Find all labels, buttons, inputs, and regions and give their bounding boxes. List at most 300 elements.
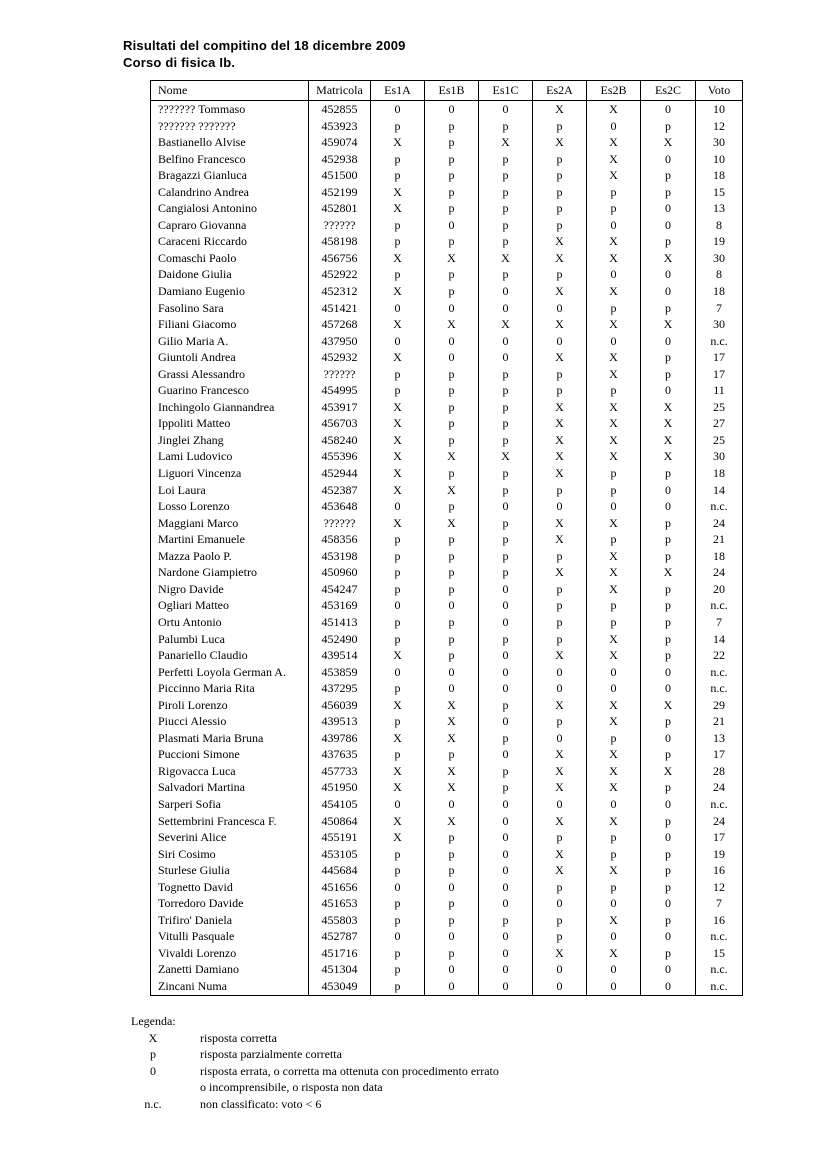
cell-esito: X (587, 779, 641, 796)
cell-nome: Nardone Giampietro (158, 565, 257, 580)
cell-matricola: 451716 (309, 945, 371, 962)
cell-nome: Ogliari Matteo (158, 598, 229, 613)
cell-voto: 25 (696, 432, 743, 449)
table-row (151, 829, 743, 846)
cell-voto: 28 (696, 763, 743, 780)
cell-esito: p (533, 266, 587, 283)
column-header-nome: Nome (151, 81, 309, 101)
cell-nome: Torredoro Davide (158, 896, 244, 911)
cell-esito: p (641, 597, 696, 614)
cell-esito: p (587, 184, 641, 201)
cell-nome: Maggiani Marco (158, 515, 239, 530)
cell-esito: 0 (641, 333, 696, 350)
cell-esito: p (479, 151, 533, 168)
cell-esito: X (533, 415, 587, 432)
cell-esito: 0 (587, 333, 641, 350)
cell-nome: Siri Cosimo (158, 846, 216, 861)
cell-matricola: 453859 (309, 664, 371, 681)
cell-matricola: 453169 (309, 597, 371, 614)
legend-symbol: p (150, 1047, 156, 1061)
cell-voto: 16 (696, 862, 743, 879)
cell-matricola: 451304 (309, 961, 371, 978)
cell-esito: 0 (479, 333, 533, 350)
cell-nome: Perfetti Loyola German A. (158, 664, 286, 679)
cell-esito: X (587, 647, 641, 664)
table-row (151, 978, 743, 995)
cell-esito: p (641, 548, 696, 565)
cell-esito: p (371, 945, 425, 962)
cell-esito: p (425, 531, 479, 548)
cell-esito: p (533, 928, 587, 945)
cell-esito: X (587, 134, 641, 151)
cell-nome: Vitulli Pasquale (158, 929, 235, 944)
cell-esito: p (479, 382, 533, 399)
cell-esito: 0 (641, 680, 696, 697)
cell-matricola: 456039 (309, 697, 371, 714)
cell-nome: Ortu Antonio (158, 614, 222, 629)
cell-matricola: 451421 (309, 300, 371, 317)
cell-esito: p (533, 366, 587, 383)
cell-matricola: 452490 (309, 631, 371, 648)
cell-voto: 14 (696, 482, 743, 499)
cell-matricola: 453923 (309, 118, 371, 135)
cell-esito: 0 (371, 498, 425, 515)
cell-voto: 17 (696, 349, 743, 366)
cell-esito: p (641, 233, 696, 250)
cell-esito: p (425, 564, 479, 581)
cell-matricola: 453198 (309, 548, 371, 565)
cell-esito: p (425, 895, 479, 912)
legend-symbol: X (148, 1030, 158, 1045)
cell-esito: X (533, 763, 587, 780)
table-row (151, 779, 743, 796)
cell-esito: X (533, 945, 587, 962)
cell-esito: 0 (641, 266, 696, 283)
table-row (151, 366, 743, 383)
cell-esito: p (587, 482, 641, 499)
cell-matricola: 452922 (309, 266, 371, 283)
cell-esito: 0 (587, 978, 641, 995)
cell-esito: X (371, 250, 425, 267)
cell-esito: X (587, 151, 641, 168)
legend-description-line: o incomprensibile, o risposta non data (200, 1080, 383, 1094)
cell-esito: p (533, 167, 587, 184)
table-row (151, 597, 743, 614)
cell-esito: p (587, 597, 641, 614)
table-row (151, 300, 743, 317)
cell-nome: Caraceni Riccardo (158, 234, 247, 249)
cell-esito: p (371, 382, 425, 399)
table-row (151, 316, 743, 333)
cell-nome: Jinglei Zhang (158, 432, 224, 447)
cell-esito: p (479, 730, 533, 747)
cell-esito: X (587, 233, 641, 250)
cell-esito: 0 (479, 978, 533, 995)
cell-esito: p (533, 151, 587, 168)
cell-esito: p (425, 498, 479, 515)
cell-esito: p (425, 647, 479, 664)
cell-nome: Nigro Davide (158, 581, 224, 596)
cell-nome: Panariello Claudio (158, 648, 248, 663)
cell-esito: p (533, 184, 587, 201)
cell-esito: 0 (641, 730, 696, 747)
cell-esito: p (641, 779, 696, 796)
cell-esito: p (479, 631, 533, 648)
cell-esito: X (533, 846, 587, 863)
cell-matricola: 454105 (309, 796, 371, 813)
cell-esito: p (371, 266, 425, 283)
cell-esito: X (641, 448, 696, 465)
legend-description (200, 1063, 499, 1096)
table-row (151, 813, 743, 830)
cell-voto: 7 (696, 614, 743, 631)
cell-esito: X (533, 813, 587, 830)
cell-esito: X (371, 779, 425, 796)
cell-esito: X (371, 647, 425, 664)
cell-esito: p (425, 912, 479, 929)
cell-nome: Piccinno Maria Rita (158, 681, 255, 696)
cell-voto: 22 (696, 647, 743, 664)
cell-esito: X (641, 134, 696, 151)
legend-description (200, 1046, 342, 1063)
cell-esito: p (479, 465, 533, 482)
cell-nome: Ippoliti Matteo (158, 416, 231, 431)
cell-esito: p (641, 515, 696, 532)
cell-esito: X (587, 631, 641, 648)
table-row (151, 118, 743, 135)
cell-esito: 0 (425, 300, 479, 317)
cell-voto: 15 (696, 184, 743, 201)
cell-esito: 0 (641, 482, 696, 499)
cell-esito: p (641, 167, 696, 184)
cell-matricola: 451656 (309, 879, 371, 896)
cell-esito: X (533, 515, 587, 532)
cell-voto: 30 (696, 316, 743, 333)
cell-matricola: 454247 (309, 581, 371, 598)
cell-esito: p (533, 879, 587, 896)
cell-esito: p (371, 846, 425, 863)
table-row (151, 515, 743, 532)
cell-voto: 16 (696, 912, 743, 929)
cell-nome: Calandrino Andrea (158, 184, 249, 199)
legend-symbol: 0 (150, 1063, 156, 1078)
cell-nome: Palumbi Luca (158, 631, 225, 646)
cell-esito: p (533, 912, 587, 929)
cell-esito: X (371, 813, 425, 830)
cell-matricola: 455191 (309, 829, 371, 846)
cell-voto: 19 (696, 233, 743, 250)
cell-esito: 0 (587, 961, 641, 978)
cell-nome: Loi Laura (158, 482, 206, 497)
cell-nome: Rigovacca Luca (158, 763, 236, 778)
cell-voto: 27 (696, 415, 743, 432)
cell-nome: Grassi Alessandro (158, 366, 245, 381)
cell-esito: p (425, 382, 479, 399)
cell-esito: p (479, 432, 533, 449)
cell-esito: p (425, 746, 479, 763)
cell-esito: X (533, 862, 587, 879)
cell-esito: 0 (371, 300, 425, 317)
cell-voto: 8 (696, 217, 743, 234)
cell-esito: 0 (371, 597, 425, 614)
cell-esito: p (533, 631, 587, 648)
cell-voto: 21 (696, 713, 743, 730)
legend-symbol: n.c. (144, 1096, 162, 1111)
cell-matricola: 452801 (309, 200, 371, 217)
table-row (151, 250, 743, 267)
cell-esito: p (425, 399, 479, 416)
cell-voto: 7 (696, 895, 743, 912)
cell-esito: 0 (479, 581, 533, 598)
cell-esito: p (425, 200, 479, 217)
table-row (151, 713, 743, 730)
cell-esito: p (371, 961, 425, 978)
legend-item (131, 1063, 499, 1096)
cell-voto: 18 (696, 465, 743, 482)
cell-esito: X (587, 763, 641, 780)
cell-esito: p (641, 366, 696, 383)
cell-voto: 20 (696, 581, 743, 598)
cell-esito: X (587, 746, 641, 763)
cell-esito: p (533, 382, 587, 399)
cell-voto: 18 (696, 548, 743, 565)
cell-esito: 0 (425, 680, 479, 697)
cell-esito: p (479, 697, 533, 714)
cell-esito: X (533, 399, 587, 416)
cell-esito: p (533, 581, 587, 598)
cell-esito: X (425, 813, 479, 830)
cell-voto: 10 (696, 101, 743, 118)
cell-esito: p (371, 614, 425, 631)
cell-esito: X (587, 399, 641, 416)
table-row (151, 266, 743, 283)
cell-esito: p (425, 233, 479, 250)
cell-esito: p (425, 415, 479, 432)
table-row (151, 399, 743, 416)
cell-esito: X (587, 366, 641, 383)
legend-item (131, 1046, 499, 1063)
cell-nome: Tognetto David (158, 879, 233, 894)
cell-esito: X (425, 697, 479, 714)
cell-esito: X (371, 515, 425, 532)
cell-esito: 0 (479, 813, 533, 830)
cell-nome: Puccioni Simone (158, 747, 240, 762)
cell-matricola: 452944 (309, 465, 371, 482)
cell-voto: n.c. (696, 680, 743, 697)
cell-esito: 0 (479, 895, 533, 912)
cell-esito: X (371, 730, 425, 747)
cell-esito: p (479, 564, 533, 581)
cell-esito: X (587, 167, 641, 184)
column-header-es2c: Es2C (641, 81, 696, 101)
cell-esito: X (371, 415, 425, 432)
cell-esito: X (587, 415, 641, 432)
cell-esito: X (587, 945, 641, 962)
cell-esito: X (587, 250, 641, 267)
cell-esito: 0 (479, 680, 533, 697)
cell-voto: 10 (696, 151, 743, 168)
cell-esito: p (425, 118, 479, 135)
cell-esito: X (533, 283, 587, 300)
cell-esito: 0 (371, 928, 425, 945)
cell-esito: p (641, 846, 696, 863)
cell-esito: 0 (425, 978, 479, 995)
cell-esito: 0 (425, 961, 479, 978)
cell-esito: X (371, 465, 425, 482)
cell-voto: 18 (696, 283, 743, 300)
cell-esito: 0 (641, 151, 696, 168)
cell-voto: 17 (696, 829, 743, 846)
cell-matricola: 451950 (309, 779, 371, 796)
cell-esito: X (587, 813, 641, 830)
cell-esito: X (641, 399, 696, 416)
cell-esito: 0 (641, 664, 696, 681)
cell-matricola: 453648 (309, 498, 371, 515)
cell-voto: 17 (696, 746, 743, 763)
legend-description-line: non classificato: voto < 6 (200, 1096, 322, 1111)
cell-esito: 0 (641, 382, 696, 399)
cell-esito: p (371, 713, 425, 730)
table-row (151, 101, 743, 118)
cell-esito: p (641, 813, 696, 830)
cell-esito: p (425, 862, 479, 879)
legend-title: Legenda: (131, 1014, 176, 1028)
cell-esito: p (533, 118, 587, 135)
cell-esito: p (425, 283, 479, 300)
cell-matricola: 455803 (309, 912, 371, 929)
table-row (151, 548, 743, 565)
cell-esito: p (425, 134, 479, 151)
cell-esito: p (371, 233, 425, 250)
cell-matricola: 452787 (309, 928, 371, 945)
cell-esito: 0 (533, 664, 587, 681)
cell-esito: p (479, 515, 533, 532)
cell-voto: 24 (696, 813, 743, 830)
cell-esito: 0 (587, 680, 641, 697)
table-row (151, 564, 743, 581)
table-row (151, 631, 743, 648)
cell-matricola: ?????? (309, 515, 371, 532)
cell-nome: ??????? Tommaso (158, 102, 246, 116)
cell-esito: p (641, 531, 696, 548)
cell-esito: X (479, 448, 533, 465)
cell-esito: p (371, 118, 425, 135)
cell-nome: Piucci Alessio (158, 714, 227, 729)
cell-esito: X (641, 415, 696, 432)
cell-matricola: 450864 (309, 813, 371, 830)
cell-esito: 0 (371, 664, 425, 681)
cell-voto: n.c. (696, 928, 743, 945)
cell-esito: p (641, 879, 696, 896)
cell-esito: 0 (641, 101, 696, 118)
cell-matricola: 457268 (309, 316, 371, 333)
cell-nome: Inchingolo Giannandrea (158, 399, 275, 414)
cell-esito: X (425, 448, 479, 465)
cell-nome: Capraro Giovanna (158, 217, 247, 232)
table-row (151, 647, 743, 664)
cell-esito: p (371, 548, 425, 565)
legend-item (131, 1030, 499, 1047)
cell-esito: p (425, 581, 479, 598)
cell-esito: X (533, 746, 587, 763)
cell-esito: X (587, 564, 641, 581)
cell-esito: 0 (533, 961, 587, 978)
cell-nome: Zanetti Damiano (158, 962, 239, 977)
table-row (151, 664, 743, 681)
cell-voto: 30 (696, 250, 743, 267)
cell-esito: 0 (479, 829, 533, 846)
cell-voto: 25 (696, 399, 743, 416)
table-row (151, 333, 743, 350)
cell-esito: X (533, 233, 587, 250)
cell-nome: Lami Ludovico (158, 449, 233, 464)
cell-matricola: 437295 (309, 680, 371, 697)
legend-description (200, 1096, 321, 1113)
cell-matricola: 452199 (309, 184, 371, 201)
cell-esito: p (371, 151, 425, 168)
cell-esito: p (479, 399, 533, 416)
cell-esito: X (587, 349, 641, 366)
cell-esito: 0 (425, 664, 479, 681)
cell-esito: 0 (641, 928, 696, 945)
cell-esito: p (371, 531, 425, 548)
cell-esito: p (371, 978, 425, 995)
cell-esito: X (587, 316, 641, 333)
cell-esito: X (587, 697, 641, 714)
cell-nome: Cangialosi Antonino (158, 201, 257, 216)
cell-matricola: 458198 (309, 233, 371, 250)
cell-esito: p (371, 167, 425, 184)
cell-esito: 0 (425, 349, 479, 366)
cell-nome: Gilio Maria A. (158, 333, 229, 348)
cell-nome: Martini Emanuele (158, 532, 245, 547)
cell-esito: p (425, 465, 479, 482)
cell-nome: Liguori Vincenza (158, 466, 242, 481)
cell-esito: p (587, 300, 641, 317)
cell-esito: X (641, 564, 696, 581)
cell-esito: 0 (641, 895, 696, 912)
cell-matricola: 455396 (309, 448, 371, 465)
cell-esito: X (371, 134, 425, 151)
cell-esito: 0 (533, 978, 587, 995)
cell-esito: 0 (641, 498, 696, 515)
cell-esito: 0 (479, 597, 533, 614)
cell-matricola: 450960 (309, 564, 371, 581)
cell-nome: Fasolino Sara (158, 300, 224, 315)
cell-esito: 0 (425, 796, 479, 813)
cell-esito: p (479, 118, 533, 135)
cell-esito: X (371, 200, 425, 217)
cell-esito: p (479, 167, 533, 184)
cell-esito: 0 (479, 961, 533, 978)
cell-esito: p (479, 217, 533, 234)
cell-nome: Comaschi Paolo (158, 250, 237, 265)
cell-esito: p (641, 746, 696, 763)
cell-esito: 0 (533, 300, 587, 317)
cell-nome: Settembrini Francesca F. (158, 813, 277, 828)
table-row (151, 349, 743, 366)
cell-voto: 19 (696, 846, 743, 863)
cell-voto: n.c. (696, 796, 743, 813)
cell-voto: n.c. (696, 961, 743, 978)
table-row (151, 531, 743, 548)
cell-matricola: 451653 (309, 895, 371, 912)
cell-voto: n.c. (696, 978, 743, 995)
cell-esito: 0 (587, 217, 641, 234)
cell-esito: 0 (587, 266, 641, 283)
cell-esito: p (587, 614, 641, 631)
cell-esito: p (587, 465, 641, 482)
